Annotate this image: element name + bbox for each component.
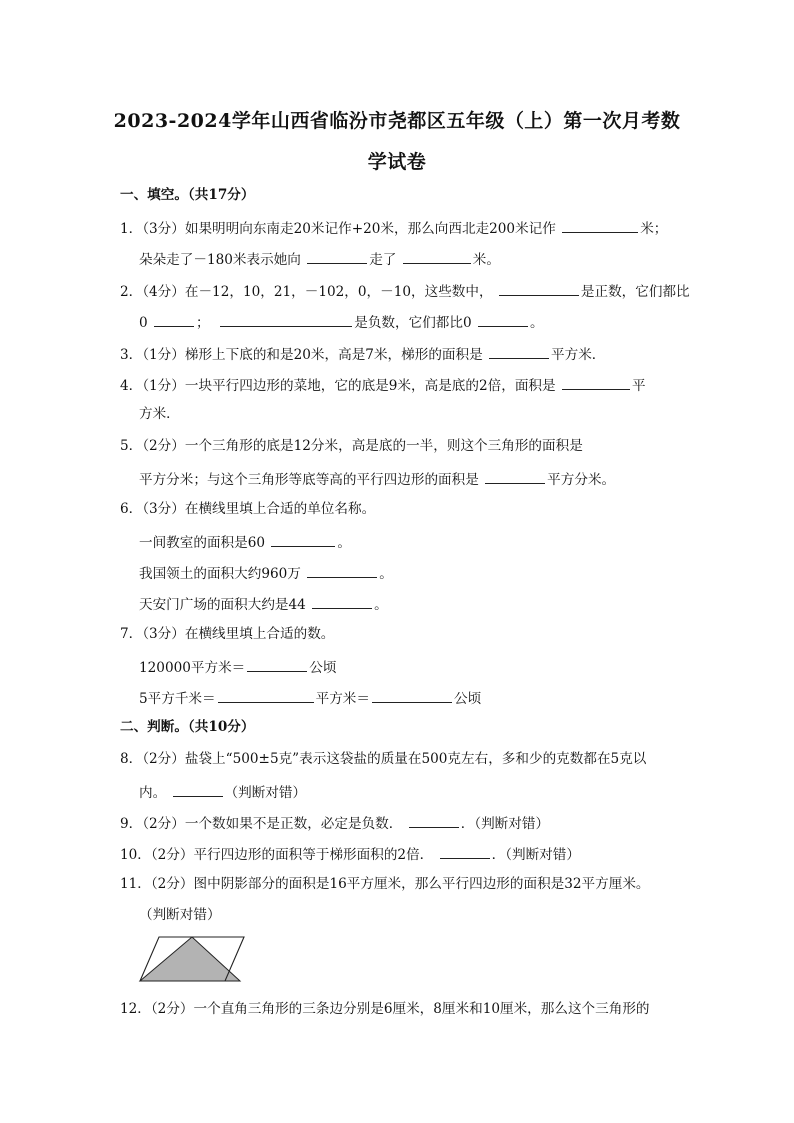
question-5-line2: 平方分米；与这个三角形等底等高的平行四边形的面积是 平方分米。 bbox=[139, 472, 616, 488]
section-fill-in: 一、填空。（共17分） bbox=[120, 187, 255, 203]
question-10: 10．（2分）平行四边形的面积等于梯形面积的2倍． ．（判断对错） bbox=[120, 847, 580, 863]
question-2-line1: 2．（4分）在－12，10，21，－102，0，－10，这些数中， 是正数，它们都比 bbox=[120, 284, 690, 300]
answer-blank[interactable] bbox=[247, 659, 307, 672]
answer-blank[interactable] bbox=[218, 690, 314, 703]
answer-blank[interactable] bbox=[440, 846, 490, 859]
answer-blank[interactable] bbox=[372, 690, 452, 703]
question-4-line2: 方米． bbox=[139, 406, 180, 422]
answer-blank[interactable] bbox=[562, 220, 638, 233]
answer-blank[interactable] bbox=[220, 314, 352, 327]
answer-blank[interactable] bbox=[478, 314, 528, 327]
answer-blank[interactable] bbox=[485, 471, 545, 484]
question-8-line2: 内。 （判断对错） bbox=[139, 785, 307, 801]
shaded-triangle bbox=[140, 937, 240, 981]
answer-blank[interactable] bbox=[499, 283, 579, 296]
question-5-line1: 5．（2分）一个三角形的底是12分米，高是底的一半，则这个三角形的面积是 bbox=[120, 438, 583, 454]
section-true-false: 二、判断。（共10分） bbox=[120, 719, 255, 735]
answer-blank[interactable] bbox=[403, 251, 471, 264]
question-7-item1: 120000平方米＝ 公顷 bbox=[139, 660, 337, 676]
question-12: 12．（2分）一个直角三角形的三条边分别是6厘米，8厘米和10厘米，那么这个三角形的 bbox=[120, 1001, 650, 1017]
answer-blank[interactable] bbox=[307, 251, 367, 264]
answer-blank[interactable] bbox=[489, 346, 549, 359]
answer-blank[interactable] bbox=[173, 784, 223, 797]
answer-blank[interactable] bbox=[312, 596, 372, 609]
question-6-item2: 我国领土的面积大约960万 。 bbox=[139, 566, 393, 582]
question-1-line1: 1．（3分）如果明明向东南走20米记作+20米，那么向西北走200米记作 米； bbox=[120, 221, 668, 237]
question-11-line1: 11．（2分）图中阴影部分的面积是16平方厘米，那么平行四边形的面积是32平方厘米。 bbox=[120, 876, 650, 892]
parallelogram-figure bbox=[136, 933, 248, 985]
question-6-item3: 天安门广场的面积大约是44 。 bbox=[139, 597, 388, 613]
answer-blank[interactable] bbox=[409, 815, 459, 828]
question-7-item2: 5平方千米＝ 平方米＝ 公顷 bbox=[139, 691, 482, 707]
question-4-line1: 4．（1分）一块平行四边形的菜地，它的底是9米，高是底的2倍，面积是 平 bbox=[120, 378, 646, 394]
answer-blank[interactable] bbox=[307, 565, 377, 578]
question-1-line2: 朵朵走了－180米表示她向 走了 米。 bbox=[139, 252, 500, 268]
question-8-line1: 8．（2分）盐袋上“500±5克”表示这袋盐的质量在500克左右，多和少的克数都在5克以 bbox=[120, 751, 647, 767]
question-6-item1: 一间教室的面积是60 。 bbox=[139, 535, 351, 551]
question-11-line2: （判断对错） bbox=[139, 907, 221, 923]
exam-title-line1: 2023-2024学年山西省临汾市尧都区五年级（上）第一次月考数 bbox=[113, 110, 681, 132]
question-7: 7．（3分）在横线里填上合适的数。 bbox=[120, 626, 335, 642]
question-9: 9．（2分）一个数如果不是正数，必定是负数． ．（判断对错） bbox=[120, 816, 550, 832]
answer-blank[interactable] bbox=[271, 534, 335, 547]
answer-blank[interactable] bbox=[562, 377, 630, 390]
answer-blank[interactable] bbox=[154, 314, 194, 327]
question-2-line2: 0 ； 是负数，它们都比0 。 bbox=[139, 315, 544, 331]
question-6: 6．（3分）在横线里填上合适的单位名称。 bbox=[120, 501, 376, 517]
exam-title-line2: 学试卷 bbox=[367, 151, 427, 173]
question-3: 3．（1分）梯形上下底的和是20米，高是7米，梯形的面积是 平方米． bbox=[120, 347, 606, 363]
